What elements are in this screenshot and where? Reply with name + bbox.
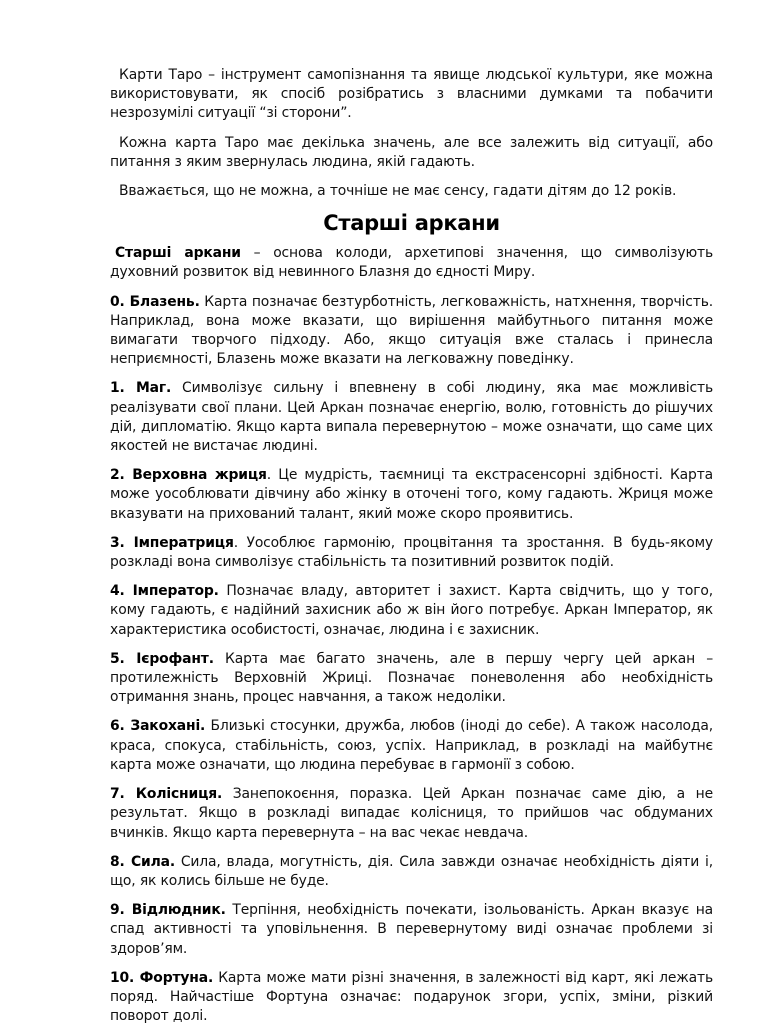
card-text: Близькі стосунки, дружба, любов (іноді до себе). А також насолода, краса, спокуса, стабільність, союз, успіх. Наприклад, в розкладі на майбутнє карта може означати, що людина перебуває в гармонії з собою. <box>110 718 713 773</box>
card-paragraph <box>110 379 713 456</box>
card-text: Карта має багато значень, але в першу чергу цей аркан – протилежність Верховній Жриці. Позначає поневолення або необхідність отримання знань, процес навчання, а також недоліки. <box>110 650 713 706</box>
card-paragraph <box>110 785 713 843</box>
card-paragraph <box>110 853 713 891</box>
card-paragraph <box>110 650 713 708</box>
card-paragraph <box>110 293 713 370</box>
card-paragraph <box>110 466 713 524</box>
card-paragraph <box>110 901 713 959</box>
card-paragraph <box>110 534 713 572</box>
card-term: 6. Закохані. <box>110 718 206 735</box>
lead-term: Старші аркани <box>115 245 241 262</box>
section-heading: Старші аркани <box>323 211 500 236</box>
card-text: Карта може мати різні значення, в залежності від карт, які лежать поряд. Найчастіше Фортуна означає: подарунок згори, успіх, зміни, різкий поворот долі. <box>110 969 714 1025</box>
card-term: 1. Маг. <box>110 380 172 397</box>
card-term: 0. Блазень. <box>110 293 200 310</box>
lead-paragraph <box>110 244 713 282</box>
card-text: . Уособлює гармонію, процвітання та зростання. В будь-якому розкладі вона символізує стабільність та позитивний розвиток подій. <box>110 534 713 571</box>
card-text: Символізує сильну і впевнену в собі людину, яка має можливість реалізувати свої плани. Цей Аркан позначає енергію, волю, готовність до рішучих дій, дипломатію. Якщо карта випала перевернутою – може означати, що саме цих якостей не вистачає людині. <box>110 380 713 455</box>
card-term: 2. Верховна жриця <box>110 467 267 484</box>
card-paragraph <box>110 969 713 1027</box>
intro-paragraph: Карти Таро – інструмент самопізнання та явище людської культури, яке можна використовувати, як спосіб розібратись з власними думками та побачити незрозумілі ситуації “зі сторони”. <box>110 67 713 122</box>
card-text: Терпіння, необхідність почекати, ізольованість. Аркан вказує на спад активності та уповільнення. В перевернутому виді означає проблеми зі здоров’ям. <box>110 902 713 957</box>
card-text: Карта позначає безтурботність, легковажність, натхнення, творчість. Наприклад, вона може вказати, що вирішення майбутнього питання може вимагати творчого підходу. Або, якщо ситуація вже сталась і принесла неприємності, Блазень може вказати на легковажну поведінку. <box>110 293 713 368</box>
card-term: 4. Імператор. <box>110 583 219 600</box>
card-text: Сила, влада, могутність, дія. Сила завжди означає необхідність діяти і, що, як колись більше не буде. <box>110 853 713 889</box>
card-term: 8. Сила. <box>110 853 175 870</box>
card-text: Занепокоєння, поразка. Цей Аркан позначає саме дію, а не результат. Якщо в розкладі випадає колісниця, то прийшов час обдуманих вчинків. Якщо карта перевернута – на вас чекає невдача. <box>110 786 714 841</box>
card-paragraph <box>110 582 713 640</box>
card-term: 5. Ієрофант. <box>110 650 214 667</box>
card-text: Позначає владу, авторитет і захист. Карта свідчить, що у того, кому гадають, є надійний захисник або ж він його потребує. Аркан Імператор, як характеристика особистості, означає, людина і є захисник. <box>110 583 713 638</box>
intro-paragraph: Вважається, що не можна, а точніше не має сенсу, гадати дітям до 12 років. <box>119 183 677 200</box>
card-term: 9. Відлюдник. <box>110 902 226 919</box>
card-term: 10. Фортуна. <box>110 969 214 986</box>
card-paragraph <box>110 717 713 775</box>
card-term: 7. Колісниця. <box>110 786 223 803</box>
lead-text: – основа колоди, архетипові значення, що символізують духовний розвиток від невинного Блазня до єдності Миру. <box>110 245 713 281</box>
card-text: . Це мудрість, таємниці та екстрасенсорні здібності. Карта може уособлювати дівчину або жінку в оточені того, кому гадають. Жриця може вказувати на прихований талант, який може скоро проявитись. <box>110 467 714 522</box>
card-term: 3. Імператриця <box>110 534 234 551</box>
document-page <box>110 66 713 1034</box>
intro-paragraph: Кожна карта Таро має декілька значень, але все залежить від ситуації, або питання з яким звернулась людина, якій гадають. <box>110 134 713 170</box>
